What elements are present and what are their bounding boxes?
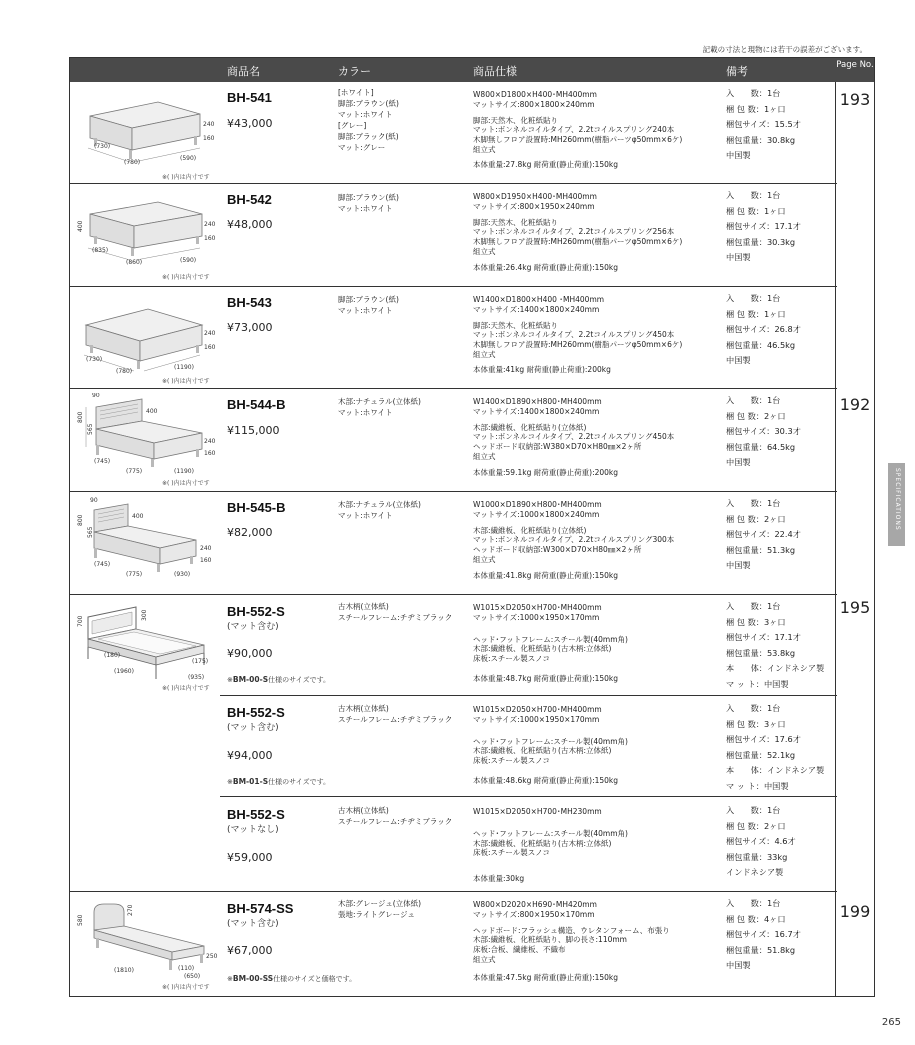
dim-label: 90 xyxy=(90,497,98,504)
dim-label: (730) xyxy=(86,356,103,363)
product-color: 木部:ナチュラル(立体紙) マット:ホワイト xyxy=(338,500,421,520)
dim-label: 90 xyxy=(92,393,100,399)
dim-label: 400 xyxy=(77,220,84,232)
inner-size-note: ※( )内は内寸です xyxy=(162,480,210,487)
product-color: 古木柄(立体紙) スチールフレーム:チヂミブラック xyxy=(338,806,453,826)
dim-label: 270 xyxy=(127,904,134,916)
dim-label: 580 xyxy=(77,914,84,926)
page-number-column xyxy=(836,57,875,997)
product-remarks: 入 数：1台 梱 包 数：2ヶ口 梱包サイズ：4.6才 梱包重量：33kg インドネシア製 xyxy=(726,805,796,877)
dim-label: 565 xyxy=(87,526,94,538)
product-spec-table xyxy=(69,57,836,997)
product-remarks: 入 数：1台 梱 包 数：4ヶ口 梱包サイズ：16.7才 梱包重量：51.8kg 中国製 xyxy=(726,898,801,970)
dim-label: 700 xyxy=(77,615,84,627)
inner-size-note: ※( )内は内寸です xyxy=(162,174,210,181)
product-row xyxy=(70,389,837,492)
dim-label: 160 xyxy=(200,557,212,564)
product-spec: W1015×D2050×H700･MH400mm マットサイズ:1000×1950×170mm ヘッド･フットフレーム:スチール製(40mm角) 木部:繊維板、化粧紙貼り(古木柄:立体紙) 床板:スチール製スノコ xyxy=(473,603,628,664)
product-color: 古木柄(立体紙) スチールフレーム:チヂミブラック xyxy=(338,602,453,622)
mattress-note: ※BM-00-SS仕様のサイズと価格です。 xyxy=(227,974,357,983)
product-image-bh-542 xyxy=(74,192,220,272)
dim-label: (730) xyxy=(94,143,111,150)
dim-label: 160 xyxy=(204,344,216,351)
product-name: BH-552-S xyxy=(227,807,285,822)
product-color: 木部:ナチュラル(立体紙) マット:ホワイト xyxy=(338,397,421,417)
product-weight: 本体重量:30kg xyxy=(473,874,525,883)
header-spec: 商品仕様 xyxy=(473,65,517,78)
dim-label: (590) xyxy=(180,155,197,162)
product-price: ¥67,000 xyxy=(227,944,273,957)
page-col-header: Page No. xyxy=(836,58,874,82)
product-price: ¥115,000 xyxy=(227,424,280,437)
product-weight: 本体重量:48.6kg 耐荷重(静止荷重):150kg xyxy=(473,776,619,785)
product-weight: 本体重量:41.8kg 耐荷重(静止荷重):150kg xyxy=(473,571,619,580)
dim-label: (1960) xyxy=(114,668,134,675)
inner-size-note: ※( )内は内寸です xyxy=(162,274,210,281)
disclaimer-note: 記載の寸法と現物には若干の誤差がございます。 xyxy=(702,45,867,54)
product-spec: W1015×D2050×H700･MH400mm マットサイズ:1000×1950×170mm ヘッド･フットフレーム:スチール製(40mm角) 木部:繊維板、化粧紙貼り(古木柄:立体紙) 床板:スチール製スノコ xyxy=(473,705,628,766)
dim-label: 240 xyxy=(204,438,216,445)
product-remarks: 入 数：1台 梱 包 数：1ヶ口 梱包サイズ：17.1才 梱包重量：30.3kg 中国製 xyxy=(726,190,801,262)
product-spec: W1400×D1800×H400 ･MH400mm マットサイズ:1400×1800×240mm 脚部:天然木、化粧紙貼り マット:ボンネルコイルタイプ、2.2tコイルスプリング450本 木脚無しフロア設置時:MH260mm(樹脂パーツφ50mm×6ケ) 組立式 xyxy=(473,295,683,359)
dim-label: (590) xyxy=(180,257,197,264)
dim-label: (780) xyxy=(116,368,133,375)
product-price: ¥43,000 xyxy=(227,117,273,130)
product-spec: W800×D2020×H690･MH420mm マットサイズ:800×1950×170mm ヘッドボード:フラッシュ構造、ウレタンフォーム、布張り 木部:繊維板、化粧紙貼り、脚の長さ:110mm 床板:合板、繊維板、不織布 組立式 xyxy=(473,900,670,964)
dim-label: 160 xyxy=(204,235,216,242)
dim-label: 240 xyxy=(203,121,215,128)
dim-label: 800 xyxy=(77,411,84,423)
dim-label: 400 xyxy=(132,513,144,520)
dim-label: (930) xyxy=(174,571,191,578)
dim-label: (775) xyxy=(126,571,143,578)
product-remarks: 入 数：1台 梱 包 数：1ヶ口 梱包サイズ：15.5才 梱包重量：30.8kg 中国製 xyxy=(726,88,801,160)
dim-label: (860) xyxy=(126,259,143,266)
product-remarks: 入 数：1台 梱 包 数：2ヶ口 梱包サイズ：22.4才 梱包重量：51.3kg 中国製 xyxy=(726,498,801,570)
dim-label: (1810) xyxy=(114,967,134,974)
product-price: ¥59,000 xyxy=(227,851,273,864)
product-remarks: 入 数：1台 梱 包 数：2ヶ口 梱包サイズ：30.3才 梱包重量：64.5kg 中国製 xyxy=(726,395,801,467)
product-image-bh-543 xyxy=(74,295,220,375)
product-row xyxy=(70,892,837,997)
product-weight: 本体重量:48.7kg 耐荷重(静止荷重):150kg xyxy=(473,674,619,683)
table-header xyxy=(70,58,837,82)
section-side-tab[interactable] xyxy=(888,463,905,546)
page-ref: 192 xyxy=(839,395,871,414)
product-name: BH-542 xyxy=(227,192,272,207)
dim-label: (745) xyxy=(94,458,111,465)
product-color: 古木柄(立体紙) スチールフレーム:チヂミブラック xyxy=(338,704,453,724)
product-spec: W800×D1800×H400･MH400mm マットサイズ:800×1800×240mm 脚部:天然木、化粧紙貼り マット:ボンネルコイルタイプ、2.2tコイルスプリング240本 木脚無しフロア設置時:MH260mm(樹脂パーツφ50mm×6ケ) 組立式 xyxy=(473,90,683,154)
header-remarks: 備考 xyxy=(726,65,748,78)
product-color: [ホワイト] 脚部:ブラウン(紙) マット:ホワイト [グレー] 脚部:ブラック(紙) マット:グレー xyxy=(338,88,399,152)
product-name: BH-543 xyxy=(227,295,272,310)
product-name: BH-545-B xyxy=(227,500,286,515)
product-remarks: 入 数：1台 梱 包 数：3ヶ口 梱包サイズ：17.1才 梱包重量：53.8kg 本 体：インドネシア製 マ ッ ト：中国製 xyxy=(726,601,825,689)
product-weight: 本体重量:26.4kg 耐荷重(静止荷重):150kg xyxy=(473,263,619,272)
header-color: カラー xyxy=(338,65,371,78)
page-ref: 199 xyxy=(839,902,871,921)
product-color: 脚部:ブラウン(紙) マット:ホワイト xyxy=(338,193,399,213)
product-remarks: 入 数：1台 梱 包 数：3ヶ口 梱包サイズ：17.6才 梱包重量：52.1kg 本 体：インドネシア製 マ ッ ト：中国製 xyxy=(726,703,825,791)
product-weight: 本体重量:27.8kg 耐荷重(静止荷重):150kg xyxy=(473,160,619,169)
dim-label: (175) xyxy=(192,658,209,665)
product-name: BH-552-S xyxy=(227,705,285,720)
side-tab-label: SPECIFICATIONS xyxy=(894,468,901,531)
product-price: ¥94,000 xyxy=(227,749,273,762)
product-spec: W1000×D1890×H800･MH400mm マットサイズ:1000×1800×240mm 木部:繊維板、化粧紙貼り(立体紙) マット:ボンネルコイルタイプ、2.2tコイルスプリング300本 ヘッドボード収納部:W300×D70×H80㎜×2ヶ所 組立式 xyxy=(473,500,675,564)
product-image-bh-552-s xyxy=(74,599,220,689)
product-weight: 本体重量:59.1kg 耐荷重(静止荷重):200kg xyxy=(473,468,619,477)
product-row xyxy=(70,82,837,184)
dim-label: (935) xyxy=(188,674,205,681)
product-price: ¥48,000 xyxy=(227,218,273,231)
product-price: ¥73,000 xyxy=(227,321,273,334)
product-spec: W1015×D2050×H700･MH230mm ヘッド･フットフレーム:スチール製(40mm角) 木部:繊維板、化粧紙貼り(古木柄:立体紙) 床板:スチール製スノコ xyxy=(473,807,628,858)
product-subtitle: (マット含む) xyxy=(227,723,279,733)
inner-size-note: ※( )内は内寸です xyxy=(162,984,210,991)
product-row xyxy=(70,492,837,595)
product-row xyxy=(70,184,837,287)
dim-label: 160 xyxy=(204,450,216,457)
dim-label: 240 xyxy=(204,221,216,228)
product-image-bh-545-b xyxy=(74,496,220,580)
dim-label: (835) xyxy=(92,247,109,254)
product-weight: 本体重量:47.5kg 耐荷重(静止荷重):150kg xyxy=(473,973,619,982)
product-weight: 本体重量:41kg 耐荷重(静止荷重):200kg xyxy=(473,365,611,374)
product-remarks: 入 数：1台 梱 包 数：1ヶ口 梱包サイズ：26.8才 梱包重量：46.5kg 中国製 xyxy=(726,293,801,365)
inner-size-note: ※( )内は内寸です xyxy=(162,685,210,692)
dim-label: (110) xyxy=(178,965,195,972)
header-name: 商品名 xyxy=(227,65,260,78)
dim-label: (180) xyxy=(104,652,121,659)
dim-label: 565 xyxy=(87,423,94,435)
dim-label: 250 xyxy=(206,953,218,960)
dim-label: (1190) xyxy=(174,468,194,475)
product-group-bh-552-s xyxy=(70,595,837,892)
product-subtitle: (マット含む) xyxy=(227,622,279,632)
page-number: 265 xyxy=(881,1017,901,1028)
dim-label: (780) xyxy=(124,159,141,166)
mattress-note: ※BM-00-S仕様のサイズです。 xyxy=(227,675,331,684)
product-color: 脚部:ブラウン(紙) マット:ホワイト xyxy=(338,295,399,315)
dim-label: (775) xyxy=(126,468,143,475)
inner-size-note: ※( )内は内寸です xyxy=(162,378,210,385)
product-price: ¥82,000 xyxy=(227,526,273,539)
dim-label: (650) xyxy=(184,973,201,980)
product-image-bh-544-b xyxy=(74,393,220,477)
product-name: BH-552-S xyxy=(227,604,285,619)
product-price: ¥90,000 xyxy=(227,647,273,660)
product-subtitle: (マットなし) xyxy=(227,825,279,835)
dim-label: 160 xyxy=(203,135,215,142)
product-spec: W1400×D1890×H800･MH400mm マットサイズ:1400×1800×240mm 木部:繊維板、化粧紙貼り(立体紙) マット:ボンネルコイルタイプ、2.2tコイルスプリング450本 ヘッドボード収納部:W380×D70×H80㎜×2ヶ所 組立式 xyxy=(473,397,675,461)
dim-label: 400 xyxy=(146,408,158,415)
dim-label: (1190) xyxy=(174,364,194,371)
page-ref: 193 xyxy=(839,90,871,109)
dim-label: 800 xyxy=(77,514,84,526)
product-color: 木部:グレージュ(立体紙) 張地:ライトグレージュ xyxy=(338,899,422,919)
product-name: BH-541 xyxy=(227,90,272,105)
mattress-note: ※BM-01-S仕様のサイズです。 xyxy=(227,777,331,786)
dim-label: 240 xyxy=(200,545,212,552)
product-name: BH-574-SS xyxy=(227,901,294,916)
dim-label: 300 xyxy=(141,609,148,621)
product-image-bh-541 xyxy=(74,88,220,168)
page-ref: 195 xyxy=(839,598,871,617)
dim-label: (745) xyxy=(94,561,111,568)
product-subtitle: (マット含む) xyxy=(227,919,279,929)
product-image-bh-574-ss xyxy=(74,896,220,982)
product-row xyxy=(70,287,837,389)
dim-label: 240 xyxy=(204,330,216,337)
product-name: BH-544-B xyxy=(227,397,286,412)
product-spec: W800×D1950×H400･MH400mm マットサイズ:800×1950×240mm 脚部:天然木、化粧紙貼り マット:ボンネルコイルタイプ、2.2tコイルスプリング256本 木脚無しフロア設置時:MH260mm(樹脂パーツφ50mm×6ケ) 組立式 xyxy=(473,192,683,256)
